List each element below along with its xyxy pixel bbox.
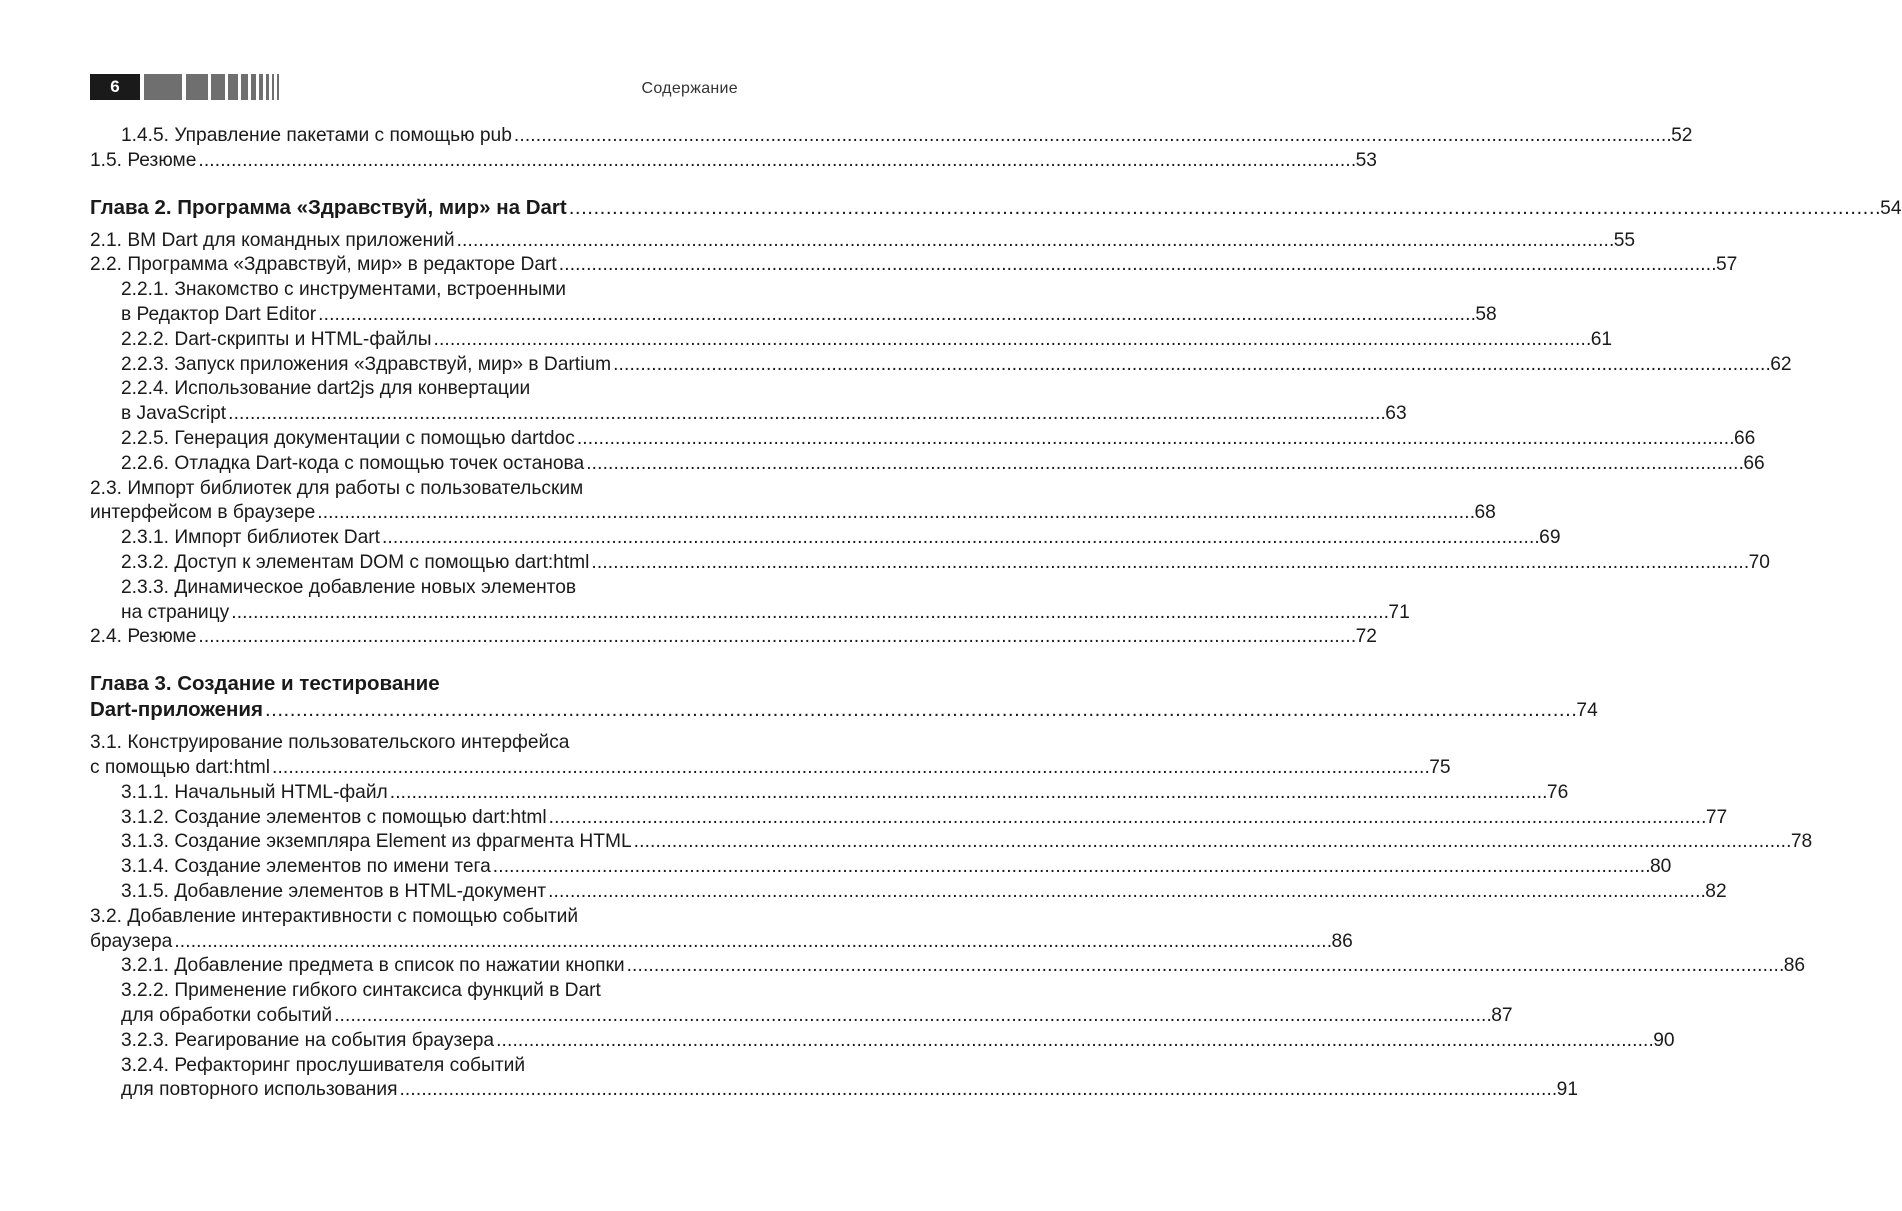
toc-chapter[interactable]: Глава 2. Программа «Здравствуй, мир» на Dart . . . 54: [90, 195, 738, 221]
toc-entry[interactable]: 2.2.3. Запуск приложения «Здравствуй, мир» в Dartium . . . 62: [90, 353, 738, 378]
toc-chapter[interactable]: Dart-приложения . . . 74: [90, 697, 738, 723]
toc-entry-line[interactable]: 3.2.4. Рефакторинг прослушивателя событий: [121, 1054, 526, 1076]
toc-entry[interactable]: 3.1.2. Создание элементов с помощью dart:html . . . 77: [90, 806, 738, 831]
toc-entry[interactable]: 3.1.3. Создание экземпляра Element из фрагмента HTML . . . 78: [90, 830, 738, 855]
toc-entry[interactable]: 2.2. Программа «Здравствуй, мир» в редакторе Dart . . . 57: [90, 253, 738, 278]
toc-entry[interactable]: на страницу . . . 71: [90, 601, 738, 626]
section-title: Содержание: [641, 80, 738, 97]
toc-entry[interactable]: 2.2.2. Dart-скрипты и HTML-файлы . . . 61: [90, 328, 738, 353]
toc-entry[interactable]: 3.1.1. Начальный HTML-файл . . . 76: [90, 781, 738, 806]
toc-entry-line[interactable]: 2.3. Импорт библиотек для работы с пользовательским: [90, 477, 584, 499]
page-header: [90, 74, 738, 102]
toc-entry[interactable]: 3.1.5. Добавление элементов в HTML-документ . . . 82: [90, 880, 738, 905]
toc-entry[interactable]: 2.4. Резюме . . . 72: [90, 625, 738, 650]
toc-entry[interactable]: для обработки событий . . . 87: [90, 1004, 738, 1029]
toc-entry-line[interactable]: 2.2.4. Использование dart2js для конвертации: [121, 378, 531, 400]
toc-entry[interactable]: 3.1.4. Создание элементов по имени тега . . . 80: [90, 855, 738, 880]
toc-entry[interactable]: 3.2.1. Добавление предмета в список по нажатии кнопки . . . 86: [90, 954, 738, 979]
toc-entry-line[interactable]: 3.1. Конструирование пользовательского интерфейса: [90, 732, 570, 754]
table-of-contents: [90, 124, 1902, 1103]
toc-entry[interactable]: 1.4.5. Управление пакетами с помощью pub . . . 52: [90, 124, 738, 149]
toc-entry[interactable]: 3.2.3. Реагирование на события браузера . . . 90: [90, 1029, 738, 1054]
toc-entry[interactable]: браузера . . . 86: [90, 930, 738, 955]
toc-entry[interactable]: для повторного использования . . . 91: [90, 1078, 738, 1103]
toc-entry-line[interactable]: 2.2.1. Знакомство с инструментами, встроенными: [121, 279, 567, 301]
toc-entry[interactable]: 2.2.6. Отладка Dart-кода с помощью точек останова . . . 66: [90, 452, 738, 477]
toc-chapter-line[interactable]: Глава 3. Создание и тестирование: [90, 672, 440, 696]
toc-entry-line[interactable]: 3.2. Добавление интерактивности с помощью событий: [90, 905, 579, 927]
toc-entry[interactable]: 2.3.1. Импорт библиотек Dart . . . 69: [90, 526, 738, 551]
toc-entry[interactable]: в Редактор Dart Editor . . . 58: [90, 303, 738, 328]
toc-entry[interactable]: интерфейсом в браузере . . . 68: [90, 501, 738, 526]
toc-entry[interactable]: 2.3.2. Доступ к элементам DOM с помощью dart:html . . . 70: [90, 551, 738, 576]
toc-entry-line[interactable]: 2.3.3. Динамическое добавление новых элементов: [121, 576, 577, 598]
toc-entry[interactable]: 2.2.5. Генерация документации с помощью dartdoc . . . 66: [90, 427, 738, 452]
toc-entry[interactable]: 1.5. Резюме . . . 53: [90, 149, 738, 174]
page-number: 6: [90, 74, 140, 100]
toc-entry[interactable]: с помощью dart:html . . . 75: [90, 756, 738, 781]
toc-entry[interactable]: в JavaScript . . . 63: [90, 402, 738, 427]
toc-entry[interactable]: 2.1. ВМ Dart для командных приложений . . . 55: [90, 229, 738, 254]
toc-entry-line[interactable]: 3.2.2. Применение гибкого синтаксиса функций в Dart: [121, 980, 601, 1002]
